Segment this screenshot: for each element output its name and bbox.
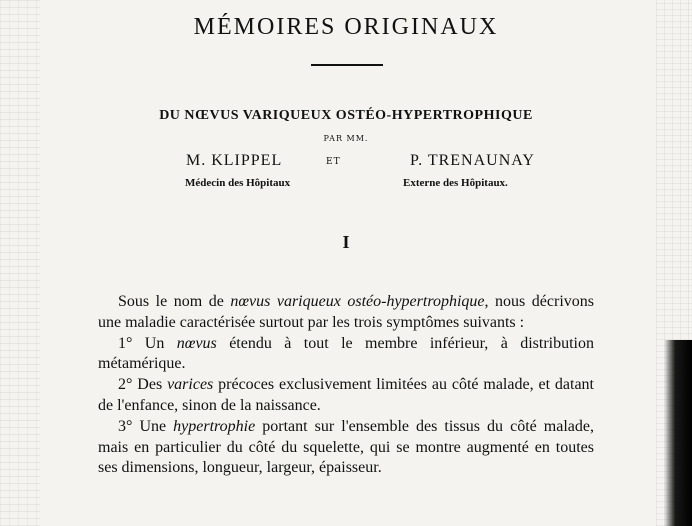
author-1-role: Médecin des Hôpitaux xyxy=(185,177,291,189)
paragraph-symptom-1 xyxy=(98,334,594,376)
text-run: portant sur l'ensemble des tissus du côté malade, mais en particulier du côté du squelette, qui se montre augmenté en toutes ses dimensions, longueur, largeur, épaisseur. xyxy=(98,417,594,477)
emphasis-term: hypertrophie xyxy=(173,417,256,435)
author-1-name: M. KLIPPEL xyxy=(186,152,283,169)
emphasis-term: nœvus variqueux ostéo-hypertrophique xyxy=(230,293,485,310)
paragraph-symptom-2 xyxy=(98,375,594,417)
text-run: , nous décrivons une maladie caractérisée surtout par les trois symptômes suivants : xyxy=(98,293,594,331)
section-number: I xyxy=(342,232,350,252)
text-run: 2° Des xyxy=(118,376,168,394)
author-conjunction: ET xyxy=(326,157,341,167)
paragraph-symptom-3 xyxy=(98,417,594,479)
emphasis-term: nœvus xyxy=(176,334,217,352)
page-edge-shadow xyxy=(664,340,692,526)
text-run: précoces exclusivement limitées au côté malade, et datant de l'enfance, sinon de la naissance. xyxy=(98,376,594,414)
text-run: Sous le nom de xyxy=(118,293,231,310)
header-rule xyxy=(311,64,383,66)
text-run: 3° Une xyxy=(118,417,174,435)
section-header: MÉMOIRES ORIGINAUX xyxy=(193,14,499,40)
article-title: DU NŒVUS VARIQUEUX OSTÉO-HYPERTROPHIQUE xyxy=(159,108,533,123)
author-2-role: Externe des Hôpitaux. xyxy=(403,177,508,189)
emphasis-term: varices xyxy=(167,376,214,394)
by-line: PAR MM. xyxy=(323,134,369,143)
author-2-name: P. TRENAUNAY xyxy=(410,152,535,169)
body-text xyxy=(98,292,594,479)
text-run: 1° Un xyxy=(118,334,177,352)
scan-noise-left xyxy=(0,0,40,526)
text-run: étendu à tout le membre inférieur, à distribution métamérique. xyxy=(98,334,594,373)
paragraph-intro xyxy=(98,292,594,334)
